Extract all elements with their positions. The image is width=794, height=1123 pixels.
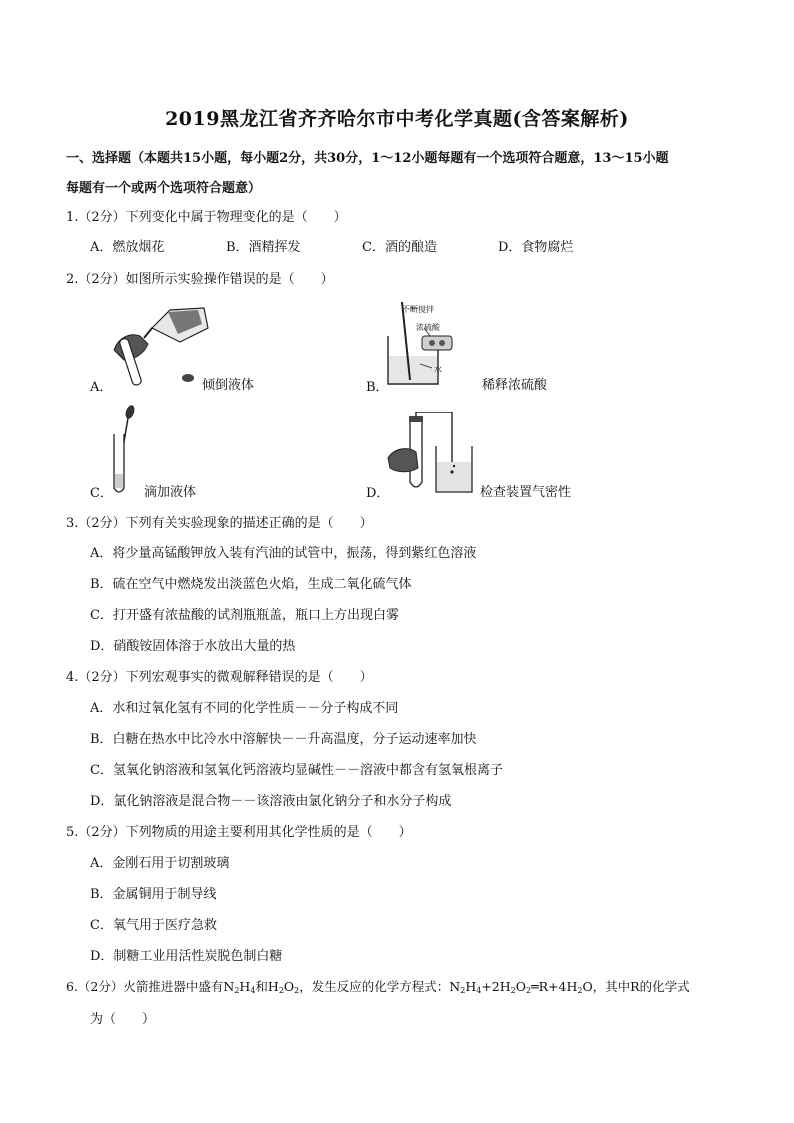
figure-d-caption: 检查装置气密性 (480, 485, 572, 500)
question-4-option-b: B．白糖在热水中比冷水中溶解快－－升高温度，分子运动速率加快 (90, 732, 477, 747)
question-1-option-a: A．燃放烟花 (90, 240, 165, 255)
question-6-stem: 6.（2分）火箭推进器中盛有$N_2H_4$和$H_2O_2$，发生反应的化学方程式：$N_2H_4+2H_2O_2═R+4H_2O$，其中R的化学式 (66, 979, 690, 995)
airtightness-illustration (386, 412, 476, 496)
question-3-stem: 3.（2分）下列有关实验现象的描述正确的是（ ） (66, 516, 373, 531)
section-heading-line-2: 每题有一个或两个选项符合题意） (66, 181, 262, 196)
section-heading (66, 144, 726, 204)
question-4-option-d: D．氯化钠溶液是混合物－－该溶液由氯化钠分子和水分子构成 (90, 794, 452, 809)
figure-adding-drops (108, 404, 142, 496)
question-5-option-b: B．金属铜用于制导线 (90, 887, 217, 902)
page-title: 2019黑龙江省齐齐哈尔市中考化学真题(含答案解析) (165, 108, 629, 130)
figure-b-caption: 稀释浓硫酸 (482, 378, 548, 393)
question-5-option-d: D．制糖工业用活性炭脱色制白糖 (90, 949, 283, 964)
figure-b-label-stir: 不断搅拌 (402, 305, 434, 314)
question-1-option-b: B．酒精挥发 (226, 240, 301, 255)
figure-b-label-acid: 浓硫酸 (416, 323, 440, 332)
figure-b-label-water: 水 (434, 365, 442, 374)
figure-a-letter: A． (90, 380, 113, 395)
question-4-option-a: A．水和过氧化氢有不同的化学性质－－分子构成不同 (90, 701, 399, 716)
figure-a-caption: 倾倒液体 (202, 378, 255, 393)
question-1-option-d: D．食物腐烂 (498, 240, 574, 255)
question-1-stem: 1.（2分）下列变化中属于物理变化的是（ ） (66, 210, 347, 225)
question-3-option-a: A．将少量高锰酸钾放入装有汽油的试管中，振荡，得到紫红色溶液 (90, 546, 477, 561)
question-6-stem-continued: 为（ ） (90, 1012, 156, 1027)
question-1-option-c: C．酒的酿造 (362, 240, 437, 255)
question-5-option-c: C．氧气用于医疗急救 (90, 918, 217, 933)
question-5-option-a: A．金刚石用于切割玻璃 (90, 856, 230, 871)
figure-b-letter: B． (366, 380, 389, 395)
question-2-stem: 2.（2分）如图所示实验操作错误的是（ ） (66, 272, 334, 287)
question-3-option-b: B．硫在空气中燃烧发出淡蓝色火焰，生成二氧化硫气体 (90, 577, 412, 592)
figure-d-letter: D． (366, 486, 390, 501)
question-4-stem: 4.（2分）下列宏观事实的微观解释错误的是（ ） (66, 670, 373, 685)
question-3-option-d: D．硝酸铵固体溶于水放出大量的热 (90, 639, 296, 654)
figure-airtightness (386, 412, 476, 496)
figure-c-letter: C． (90, 486, 113, 501)
section-heading-line-1: 一、选择题（本题共15小题，每小题2分，共30分，1～12小题每题有一个选项符合题意，13～15小题 (66, 151, 669, 166)
adding-drops-illustration (108, 404, 142, 496)
figure-c-caption: 滴加液体 (144, 485, 197, 500)
question-5-stem: 5.（2分）下列物质的用途主要利用其化学性质的是（ ） (66, 825, 412, 840)
question-3-option-c: C．打开盛有浓盐酸的试剂瓶瓶盖，瓶口上方出现白雾 (90, 608, 399, 623)
question-4-option-c: C．氢氧化钠溶液和氢氧化钙溶液均显碱性－－溶液中都含有氢氧根离子 (90, 763, 503, 778)
